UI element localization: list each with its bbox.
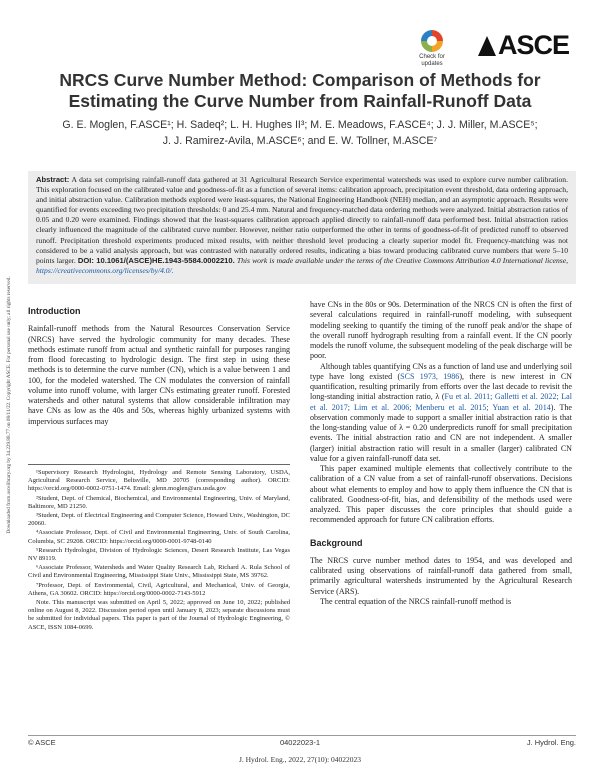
footnote: ²Student, Dept. of Chemical, Biochemical, and Environmental Engineering, Univ. of Maryland, Baltimore, MD 21250. [28,494,290,510]
citation-link[interactable]: SCS 1973, 1986 [400,371,460,381]
badge-label: Check for updates [419,54,445,67]
abstract-doi[interactable]: DOI: 10.1061/(ASCE)HE.1943-5584.0002210. [77,255,235,265]
footer-divider [28,735,576,736]
body-paragraph: The NRCS curve number method dates to 1954, and was developed and calibrated using observations of rainfall-runoff data gathered from small, primarily agricultural watersheds instrumented by the Agricultural Research Service (ARS). [310,555,572,596]
footer-citation: J. Hydrol. Eng., 2022, 27(10): 04022023 [238,755,362,764]
abstract-body: A data set comprising rainfall-runoff data gathered at 31 Agricultural Research Service experimental watersheds was used to explore curve number calibration. This exploration focused on the calibrated value and goodness-of-fit as a function of several items: calibration approach, precipitation event threshold, data ordering approach, and initial abstraction value. Calibration methods explored were least-squares, the National Engineering Handbook (NEH) median, and an asymptotic approach. Results were quantified for events exceeding two precipitation thresholds: 0 and 25.4 mm. Natural and frequency-matched data ordering methods were analyzed. Initial abstraction ratios of 0.05 and 0.20 were examined. Findings showed that the least-squares calibration approach applied directly to rainfall-runoff data performed best. Initial abstraction ratios clearly influenced the magnitude of the calibrated curve number. However, neither ratio outperformed the other in terms of goodness-of-fit of predicted runoff to observed runoff. Precipitation threshold experiments produced mixed results, with neither threshold level producing a clearly superior model fit. Frequency-matching was not considered to be a valid analysis approach, but was contrasted with naturally ordered results, indicating a bias toward producing calibrated curve numbers that were 5–10 points larger. [36,175,568,265]
background-heading: Background [310,537,363,548]
footnote: ⁵Research Hydrologist, Division of Hydrologic Sciences, Desert Research Institute, Las Vegas NV 89119. [28,546,290,563]
footnote: ¹Supervisory Research Hydrologist, Hydrology and Remote Sensing Laboratory, USDA, Agricultural Research Service, Beltsville, MD 20705 (corresponding author). ORCID: https://orcid.org/0000-0002-0751-1474. Email: glenn.moglen@ars.usda.gov [28,469,290,493]
citation-link[interactable]: Fu et al. 2011; Galletti et al. 2022; Lal et al. 2017; Lim et al. 2006; Menberu et al. 2015; Yuan et al. 2014 [310,392,572,412]
body-paragraph: Although tables quantifying CNs as a function of land use and underlying soil type have long existed (SCS 1973, 1986), there is new interest in CN quantification, resulting primarily from efforts over the last decade to revisit the long-standing initial abstraction ratio, λ (Fu et al. 2011; Galletti et al. 2022; Lal et al. 2017; Lim et al. 2006; Menberu et al. 2015; Yuan et al. 2014). The observation commonly made to support a smaller initial abstraction ratio is that the long-standing value of λ = 0.20 underpredicts runoff for small precipitation events. The initial abstraction ratio and CN are not independent. A smaller (larger) initial abstraction ratio will result in a smaller (larger) calibrated CN value for a given rainfall-runoff data set. [310,361,573,463]
asce-logo-text: ASCE [498,30,570,60]
footer-journal: J. Hydrol. Eng. [526,738,576,747]
body-paragraph: The central equation of the NRCS rainfall-runoff method is [320,596,512,606]
update-check-icon [421,30,443,52]
license-link[interactable]: https://creativecommons.org/licenses/by/4.0/. [36,265,174,275]
article-title: NRCS Curve Number Method: Comparison of Methods for Estimating the Curve Number from Rainfall-Runoff Data [59,70,541,111]
asce-logo-icon [478,36,496,56]
abstract-box [28,171,576,284]
footnotes [28,464,290,633]
author-list: G. E. Moglen, F.ASCE¹; H. Sadeq²; L. H. Hughes II³; M. E. Meadows, F.ASCE⁴; J. J. Miller, M.ASCE⁵; J. J. Ramirez-Avila, M.ASCE⁶; and E. W. Tollner, M.ASCE⁷ [62,119,538,147]
right-column [310,300,572,607]
check-for-updates-badge[interactable] [410,30,454,74]
footnote: ³Student, Dept. of Electrical Engineering and Computer Science, Howard Univ., Washington, DC 20060. [28,512,290,528]
footnote: ⁴Associate Professor, Dept. of Civil and Environmental Engineering, Univ. of South Carolina, Columbia, SC 29208. ORCID: https://orcid.org/0000-0001-9748-0140 [28,529,290,545]
asce-logo [478,30,569,61]
body-paragraph: This paper examined multiple elements that collectively contribute to the calibration of a CN value from a set of rainfall-runoff observations. Decisions about what elements to employ and how to apply them influence the CN that is calibrated. Goodness-of-fit, bias, and defensibility of the methods used were analyzed. This paper discusses the core principles that should guide a recommended approach for future CN calibration efforts. [310,464,572,525]
intro-paragraph: Rainfall-runoff methods from the Natural Resources Conservation Service (NRCS) have served the hydrologic community for many decades. These methods estimate runoff from actual and synthetic rainfall for purposes ranging from flood forecasting to hydrologic design. The first step in using these methods is to determine the curve number (CN), which is a value between 1 and 100, for the modeled watershed. The CN modulates the conversion of rainfall volume into runoff volume, with larger CNs estimating greater runoff. Forested watersheds and other natural systems that allow considerable infiltration may have CNs as low as the 40s and 50s, whereas highly urbanized systems with impervious surfaces may [28,324,290,426]
license-text: This work is made available under the terms of the Creative Commons Attribution 4.0 International license, [236,255,568,265]
download-notice-text: Downloaded from ascelibrary.org by 34.229.88.77 on 08/11/22. Copyright ASCE. For personal use only; all rights reserved. [6,276,12,534]
footnote: ⁶Associate Professor, Watersheds and Water Quality Research Lab, Richard A. Rula School of Civil and Environmental Engineering, Mississippi State Univ., Mississippi State, MS 39762. [28,564,290,580]
body-paragraph: have CNs in the 80s or 90s. Determination of the NRCS CN is often the first of several calculations required in rainfall-runoff modeling, with subsequent modeling seeking to quantify the timing of the runoff peak and/or the shape of the overall runoff hydrograph resulting from a rainfall event. If the CN poorly models the runoff volume, the subsequent modeling of the peak discharge will be poor. [310,300,572,361]
footer-page-id: 04022023-1 [279,738,321,747]
submission-note: Note. This manuscript was submitted on April 5, 2022; approved on June 10, 2022; published online on August 8, 2022. Discussion period open until January 8, 2023; separate discussions must be submitted for individual papers. This paper is part of the Journal of Hydrologic Engineering, © ASCE, ISSN 1084-0699. [28,599,290,631]
footnote: ⁷Professor, Dept. of Environmental, Civil, Agricultural, and Mechanical, Univ. of Georgia, Athens, GA 30602. ORCID: https://orcid.org/0000-0002-7143-5912 [28,581,290,597]
abstract-label: Abstract: [36,175,70,184]
footer-copyright: © ASCE [28,738,56,747]
left-column [28,300,290,427]
download-notice [2,170,16,640]
introduction-heading: Introduction [28,306,81,316]
